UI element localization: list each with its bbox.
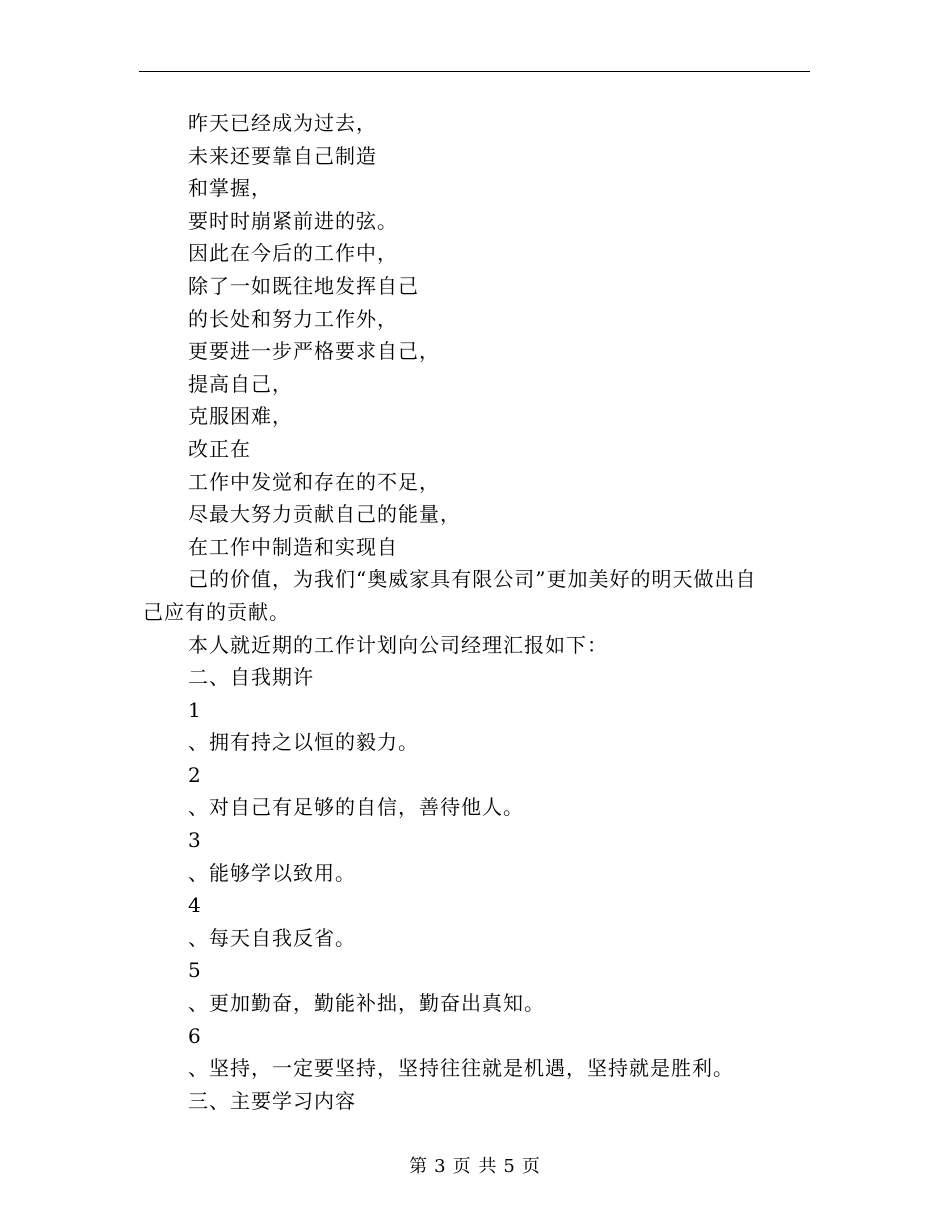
text-line: 本人就近期的工作计划向公司经理汇报如下：	[188, 632, 608, 657]
text-line: 1	[188, 697, 202, 722]
text-line: 、更加勤奋，勤能补拙，勤奋出真知。	[188, 991, 545, 1016]
footer-total-pages: 5	[503, 1156, 516, 1177]
text-line: 三、主要学习内容	[188, 1088, 356, 1113]
text-line: 要时时崩紧前进的弦。	[188, 208, 398, 233]
text-line: 工作中发觉和存在的不足，	[188, 469, 440, 494]
text-line: 的长处和努力工作外，	[188, 306, 398, 331]
header-rule	[139, 71, 810, 72]
text-line: 更要进一步严格要求自己，	[188, 339, 440, 364]
text-line: 昨天已经成为过去，	[188, 111, 377, 135]
text-line: 4	[188, 893, 202, 918]
text-line: 己的价值，为我们“奥威家具有限公司”更加美好的明天做出自	[188, 567, 757, 592]
text-line: 除了一如既往地发挥自己	[188, 273, 419, 298]
text-line: 因此在今后的工作中，	[188, 241, 398, 266]
text-line: 尽最大努力贡献自己的能量，	[188, 502, 461, 527]
footer-suffix: 页	[521, 1156, 541, 1177]
text-line: 二、自我期许	[188, 665, 314, 690]
text-line: 未来还要靠自己制造	[188, 143, 377, 168]
text-line: 2	[188, 762, 202, 787]
text-line: 、拥有持之以恒的毅力。	[188, 730, 419, 755]
text-line: 、每天自我反省。	[188, 925, 356, 950]
text-line: 3	[188, 828, 202, 853]
text-line: 改正在	[188, 436, 251, 461]
page-footer	[0, 1152, 950, 1178]
body-text	[143, 107, 810, 1117]
footer-prefix: 第	[409, 1156, 429, 1177]
text-line: 、能够学以致用。	[188, 860, 356, 885]
text-line: 己应有的贡献。	[143, 599, 290, 624]
footer-middle: 页 共	[452, 1156, 498, 1177]
text-line: 、坚持，一定要坚持，坚持往往就是机遇，坚持就是胜利。	[188, 1056, 734, 1081]
text-line: 5	[188, 958, 202, 983]
text-line: 和掌握，	[188, 176, 272, 201]
text-line: 6	[188, 1023, 202, 1048]
text-line: 在工作中制造和实现自	[188, 534, 398, 559]
text-line: 提高自己，	[188, 371, 293, 396]
text-line: 克服困难，	[188, 404, 293, 429]
footer-page-number: 3	[434, 1156, 447, 1177]
text-line: 、对自己有足够的自信，善待他人。	[188, 795, 524, 820]
